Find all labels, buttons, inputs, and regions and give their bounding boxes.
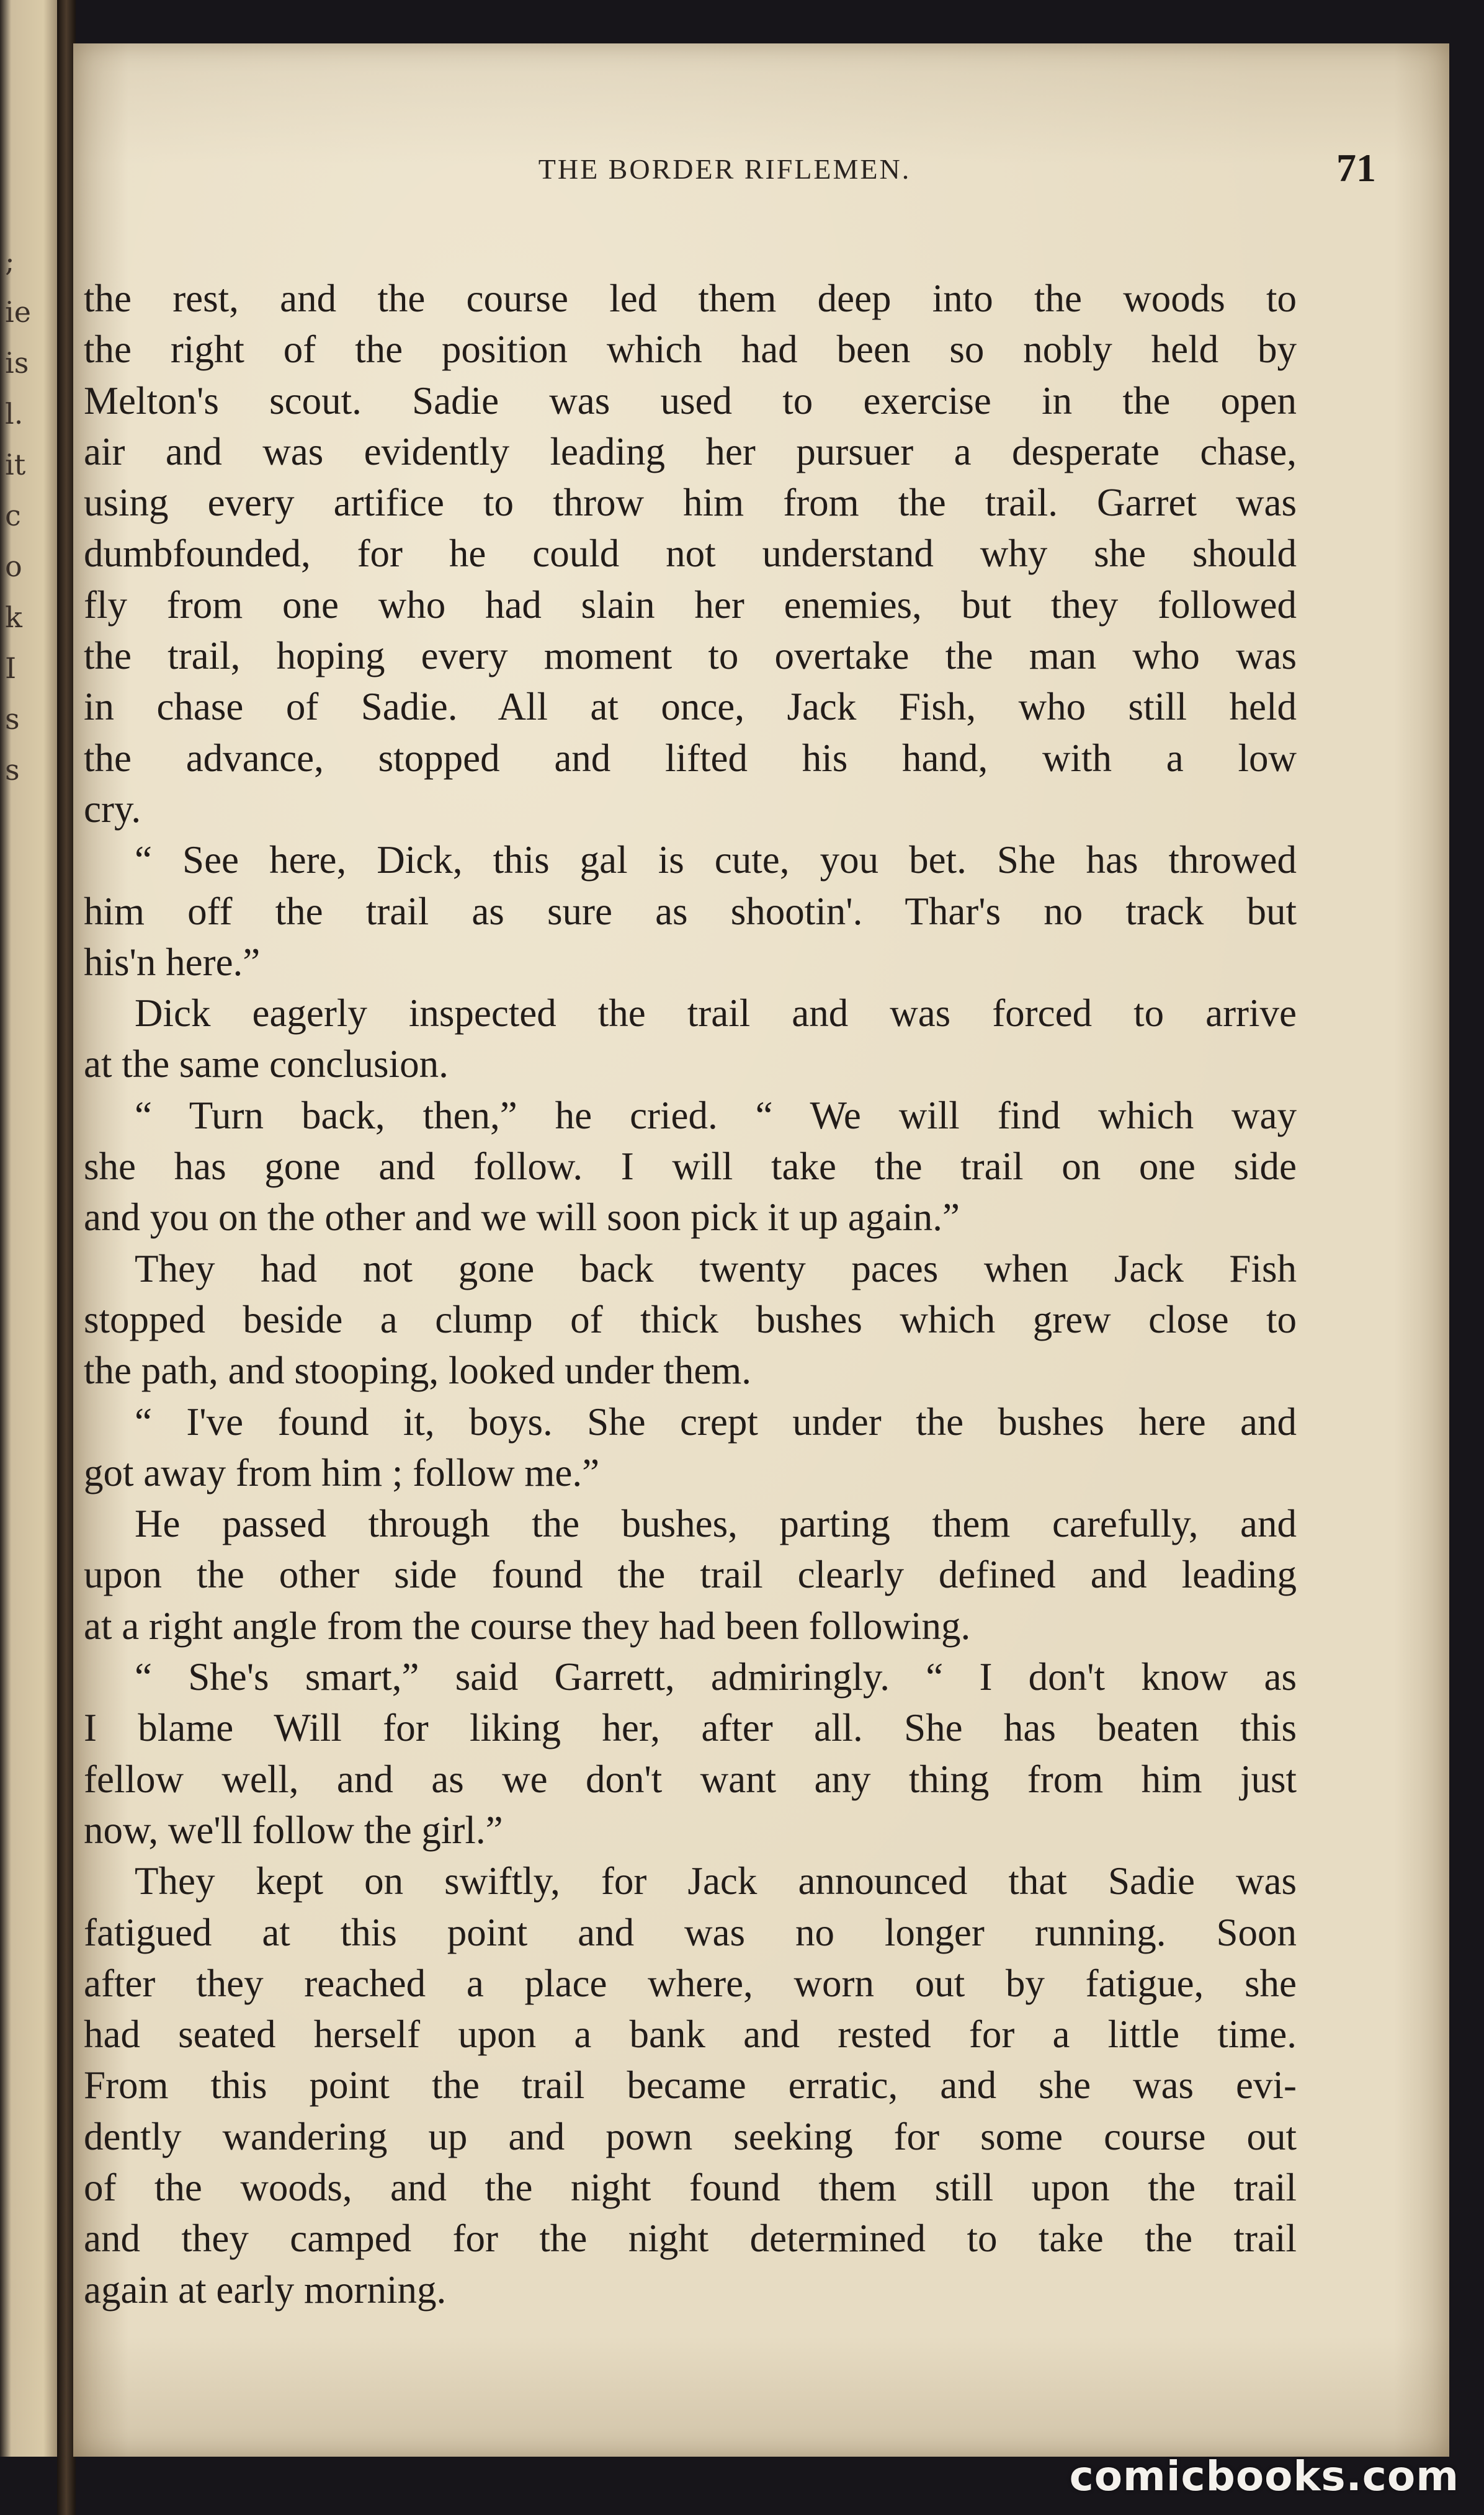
previous-page-edge <box>0 0 62 2457</box>
text-line: stopped beside a clump of thick bushes which grew close to <box>84 1297 1297 1341</box>
running-title: THE BORDER RIFLEMEN. <box>538 153 911 185</box>
text-line: the trail, hoping every moment to overtake the man who was <box>84 634 1297 678</box>
text-line: “ Turn back, then,” he cried. “ We will find which way <box>135 1093 1297 1137</box>
text-line: using every artifice to throw him from the trail. Garret was <box>84 481 1297 525</box>
previous-page-fragment: o <box>5 550 22 583</box>
text-line: in chase of Sadie. All at once, Jack Fish, who still held <box>84 685 1297 729</box>
text-line: “ She's smart,” said Garrett, admiringly. “ I don't know as <box>135 1655 1297 1699</box>
text-line: the path, and stooping, looked under them. <box>84 1349 752 1393</box>
page-number: 71 <box>1336 146 1376 190</box>
text-line: the right of the position which had been so nobly held by <box>84 328 1297 372</box>
text-line: fellow well, and as we don't want any thing from him just <box>84 1757 1297 1801</box>
previous-page-fragment: I <box>5 651 17 685</box>
text-line: upon the other side found the trail clearly defined and leading <box>84 1553 1297 1597</box>
site-watermark: comicbooks.com <box>1069 2452 1459 2500</box>
text-line: air and was evidently leading her pursuer a desperate chase, <box>84 429 1297 473</box>
text-line: dumbfounded, for he could not understand why she should <box>84 532 1297 576</box>
previous-page-fragment: k <box>5 601 22 634</box>
text-line: cry. <box>84 787 141 831</box>
text-line: fatigued at this point and was no longer running. Soon <box>84 1910 1297 1954</box>
previous-page-fragment: s <box>5 753 20 787</box>
text-line: They had not gone back twenty paces when Jack Fish <box>135 1246 1297 1290</box>
previous-page-fragment: c <box>5 499 21 532</box>
text-line: I blame Will for liking her, after all. She has beaten this <box>84 1706 1297 1750</box>
text-line: again at early morning. <box>84 2267 447 2312</box>
text-line: dently wandering up and pown seeking for some course out <box>84 2114 1297 2158</box>
text-line: the advance, stopped and lifted his hand, with a low <box>84 736 1297 780</box>
text-line: He passed through the bushes, parting them carefully, and <box>135 1502 1297 1546</box>
text-line: at a right angle from the course they had been following. <box>84 1604 971 1648</box>
text-line: fly from one who had slain her enemies, but they followed <box>84 583 1297 627</box>
text-line: From this point the trail became erratic, and she was evi- <box>84 2063 1297 2107</box>
text-line: his'n here.” <box>84 940 261 984</box>
text-line: had seated herself upon a bank and rested for a little time. <box>84 2012 1297 2057</box>
previous-page-fragment: ie <box>5 295 31 329</box>
text-line: him off the trail as sure as shootin'. Thar's no track but <box>84 889 1297 933</box>
previous-page-fragments <box>5 236 55 795</box>
body-text <box>84 273 1297 2315</box>
text-line: and they camped for the night determined to take the trail <box>84 2217 1297 2261</box>
text-line: and you on the other and we will soon pick it up again.” <box>84 1195 960 1240</box>
text-line: now, we'll follow the girl.” <box>84 1808 503 1852</box>
running-head <box>73 146 1449 199</box>
text-line: “ See here, Dick, this gal is cute, you bet. She has throwed <box>135 838 1297 882</box>
previous-page-fragment: it <box>5 448 26 481</box>
text-line: at the same conclusion. <box>84 1042 449 1086</box>
text-line: They kept on swiftly, for Jack announced that Sadie was <box>135 1859 1297 1903</box>
previous-page-fragment: ; <box>5 244 15 278</box>
previous-page-fragment: is <box>5 346 29 380</box>
text-line: of the woods, and the night found them still upon the trail <box>84 2165 1297 2209</box>
previous-page-fragment: s <box>5 702 20 736</box>
text-line: the rest, and the course led them deep into the woods to <box>84 277 1297 320</box>
text-line: she has gone and follow. I will take the trail on one side <box>84 1145 1297 1189</box>
text-line: Melton's scout. Sadie was used to exercise in the open <box>84 378 1297 422</box>
text-line: Dick eagerly inspected the trail and was forced to arrive <box>135 991 1297 1035</box>
previous-page-fragment: l. <box>5 397 24 431</box>
text-line: got away from him ; follow me.” <box>84 1450 600 1494</box>
book-page <box>73 43 1449 2457</box>
text-line: “ I've found it, boys. She crept under the bushes here and <box>135 1400 1297 1444</box>
text-line: after they reached a place where, worn out by fatigue, she <box>84 1961 1297 2005</box>
